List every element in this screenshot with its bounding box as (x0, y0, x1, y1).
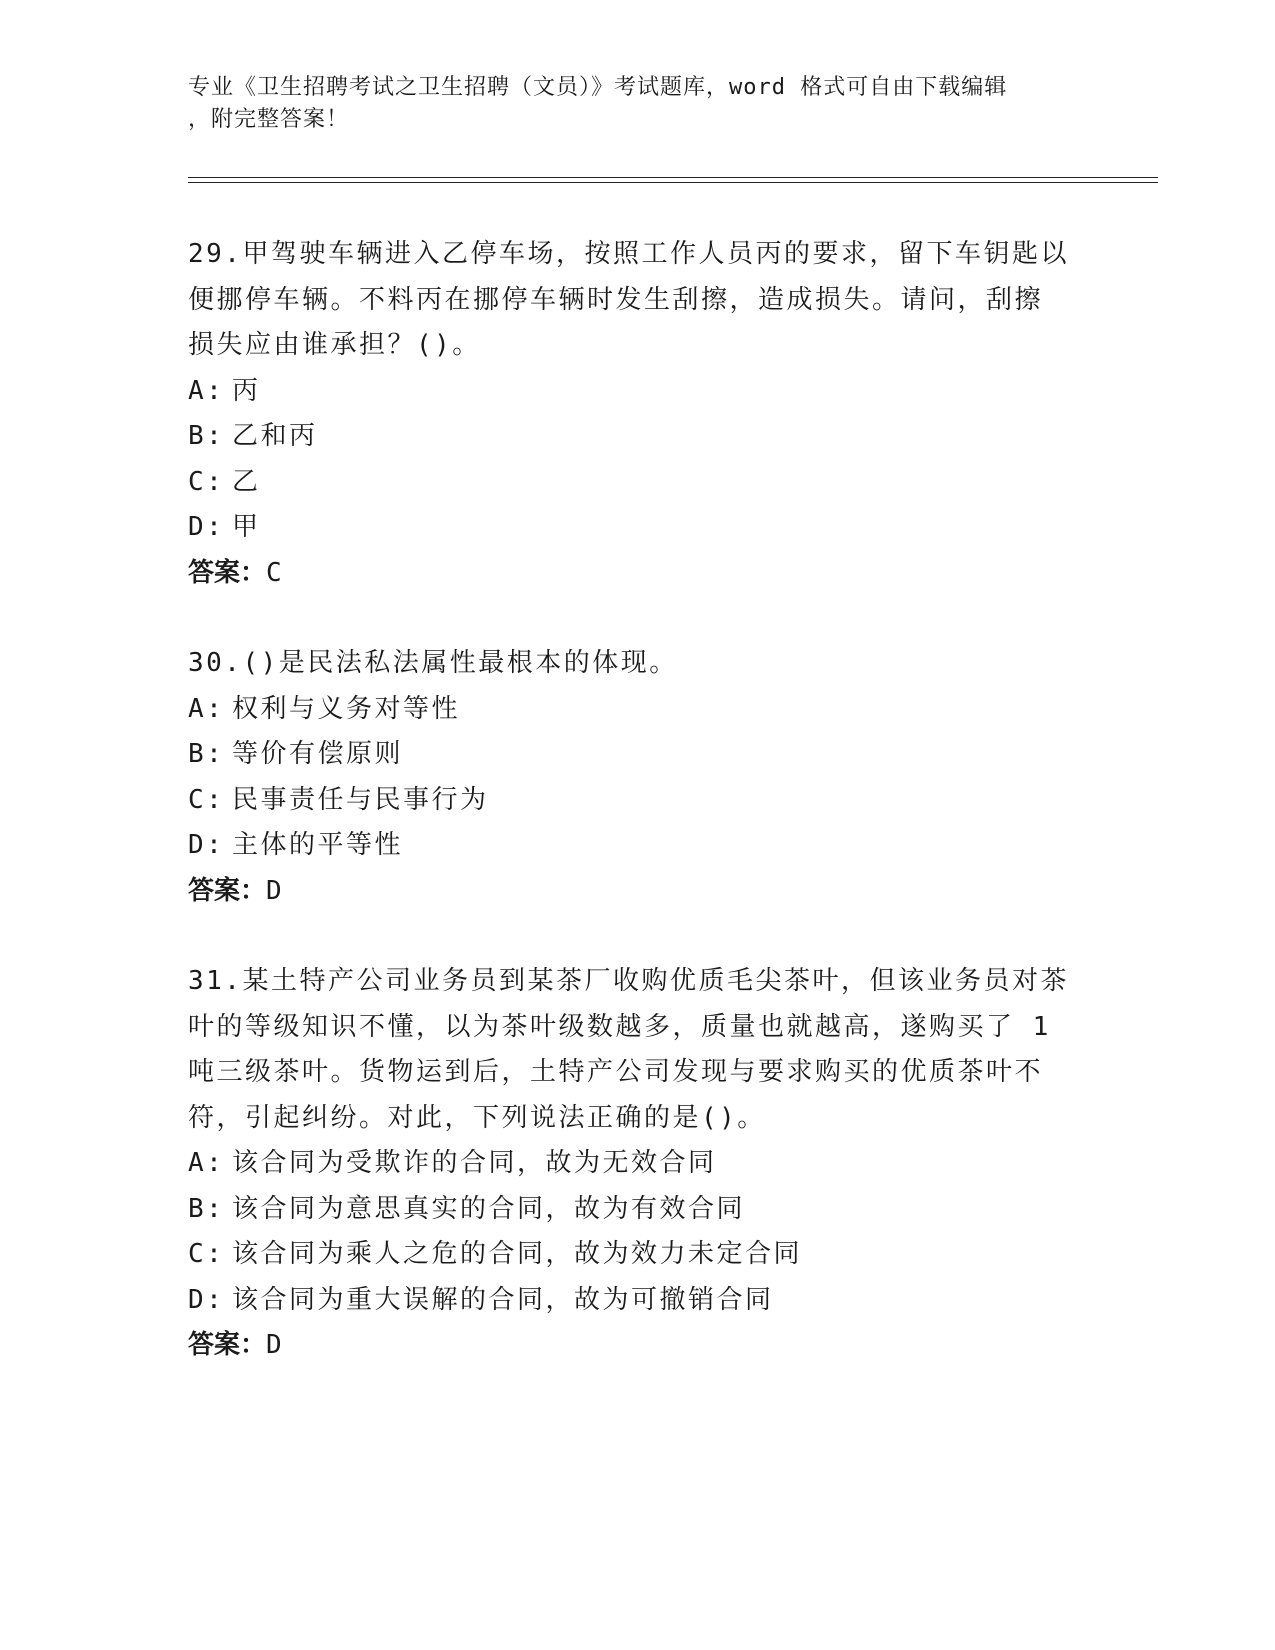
option-key: D: (188, 1284, 225, 1315)
option-key: C: (188, 784, 225, 815)
question-list (188, 232, 1088, 1414)
header-divider-bottom (188, 182, 1158, 183)
header-line-1: 专业《卫生招聘考试之卫生招聘（文员）》考试题库，word 格式可自由下载编辑 (188, 75, 1008, 100)
option-c (188, 778, 1088, 824)
option-key: A: (188, 375, 225, 406)
option-key: D: (188, 512, 225, 542)
answer-value: C (266, 557, 282, 588)
question-text (188, 641, 1088, 687)
question-line: 便挪停车辆。不料丙在挪停车辆时发生刮擦，造成损失。请问，刮擦 (188, 284, 1044, 315)
option-text: 该合同为受欺诈的合同，故为无效合同 (232, 1148, 717, 1178)
question-29 (188, 232, 1088, 596)
option-text: 等价有偿原则 (232, 739, 404, 769)
option-key: B: (188, 421, 225, 451)
option-key: D: (188, 830, 225, 860)
question-line: 吨三级茶叶。货物运到后，土特产公司发现与要求购买的优质茶叶不 (188, 1057, 1044, 1087)
option-key: A: (188, 693, 225, 724)
question-line: 损失应由谁承担？()。 (188, 330, 481, 360)
option-a (188, 369, 1088, 415)
option-text: 权利与义务对等性 (232, 693, 461, 724)
option-b (188, 1187, 1088, 1233)
question-line: 符，引起纠纷。对此，下列说法正确的是()。 (188, 1102, 766, 1133)
answer (188, 551, 1088, 597)
option-d (188, 823, 1088, 869)
question-30 (188, 641, 1088, 914)
document-header (188, 72, 1088, 136)
option-key: A: (188, 1148, 225, 1178)
answer-value: D (266, 1330, 282, 1360)
header-divider-top (188, 177, 1158, 178)
option-a (188, 1141, 1088, 1187)
question-31 (188, 959, 1088, 1369)
option-c (188, 1232, 1088, 1278)
answer-label: 答案： (188, 875, 267, 906)
question-line: 30.()是民法私法属性最根本的体现。 (188, 648, 678, 678)
question-line: 31.某土特产公司业务员到某茶厂收购优质毛尖茶叶，但该业务员对茶 (188, 966, 1069, 996)
answer (188, 1323, 1088, 1369)
answer-label: 答案： (188, 557, 267, 588)
option-key: B: (188, 1193, 225, 1224)
header-line-2: ，附完整答案！ (188, 107, 350, 132)
option-text: 乙和丙 (232, 421, 318, 451)
question-text (188, 959, 1088, 1141)
option-d (188, 1278, 1088, 1324)
option-text: 丙 (232, 375, 261, 406)
option-text: 主体的平等性 (232, 830, 404, 860)
option-text: 民事责任与民事行为 (232, 784, 489, 815)
option-text: 该合同为重大误解的合同，故为可撤销合同 (232, 1284, 774, 1315)
option-key: B: (188, 739, 225, 769)
option-b (188, 414, 1088, 460)
option-d (188, 505, 1088, 551)
option-b (188, 732, 1088, 778)
option-text: 乙 (232, 466, 261, 497)
option-text: 该合同为意思真实的合同，故为有效合同 (232, 1193, 746, 1224)
option-a (188, 687, 1088, 733)
answer (188, 869, 1088, 915)
question-line: 叶的等级知识不懂，以为茶叶级数越多，质量也就越高，遂购买了 1 (188, 1011, 1051, 1042)
question-text (188, 232, 1088, 369)
option-key: C: (188, 1239, 225, 1269)
option-text: 该合同为乘人之危的合同，故为效力未定合同 (232, 1239, 803, 1269)
question-line: 29.甲驾驶车辆进入乙停车场，按照工作人员丙的要求，留下车钥匙以 (188, 239, 1069, 269)
answer-value: D (266, 875, 282, 906)
option-text: 甲 (232, 512, 261, 542)
answer-label: 答案： (188, 1330, 267, 1360)
option-c (188, 460, 1088, 506)
option-key: C: (188, 466, 225, 497)
